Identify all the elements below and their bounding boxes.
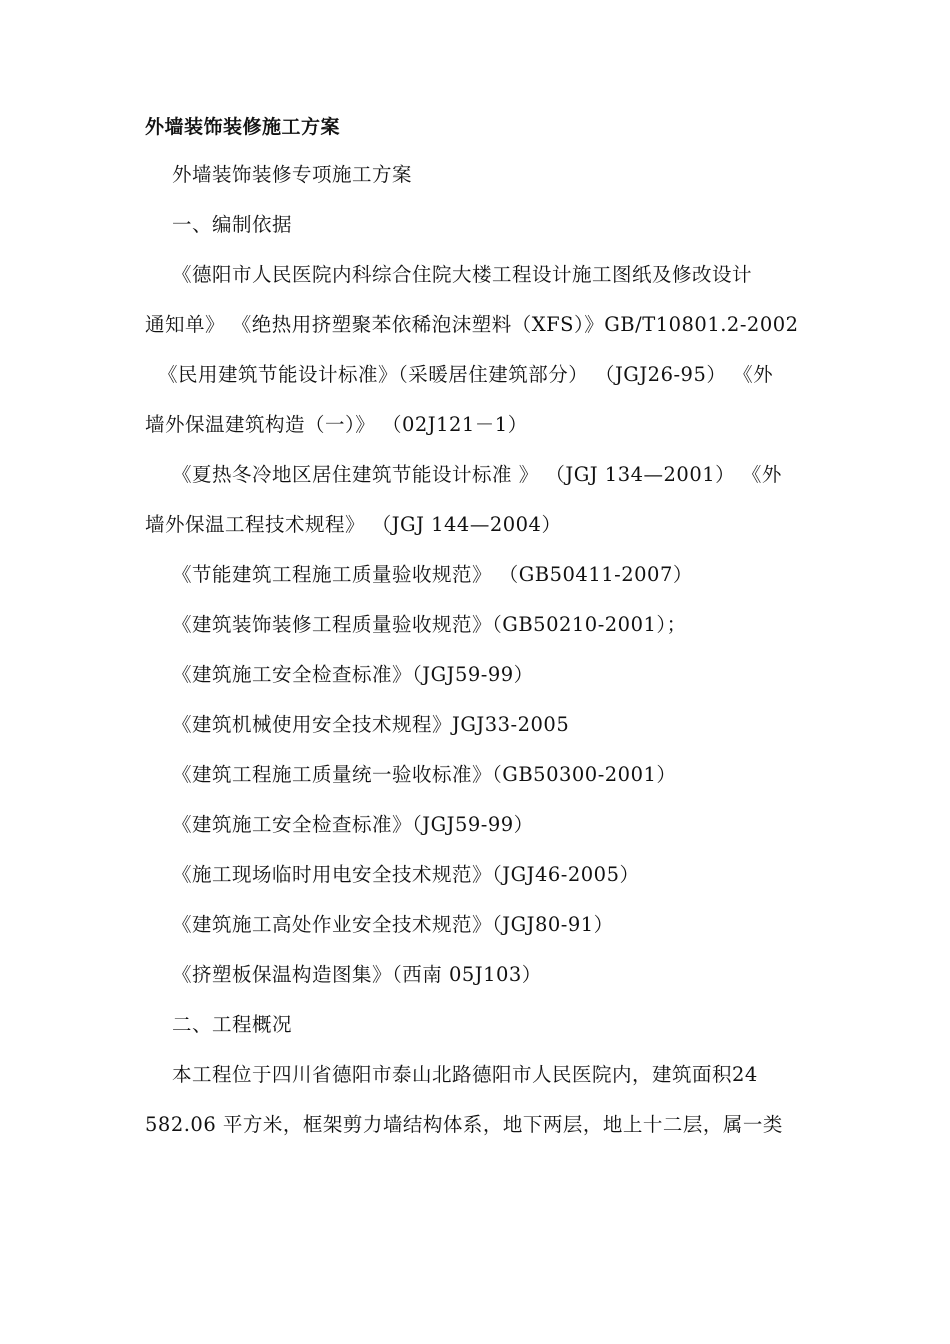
basis-line: 墙外保温工程技术规程》 （JGJ 144—2004） xyxy=(145,513,562,536)
basis-line: 《民用建筑节能设计标准》（采暖居住建筑部分） （JGJ26-95） 《外 xyxy=(158,363,774,386)
basis-line: 《建筑施工安全检查标准》（JGJ59-99） xyxy=(172,813,534,836)
basis-line: 通知单》 《绝热用挤塑聚苯依稀泡沫塑料（XFS）》GB/T10801.2-2002 xyxy=(145,313,799,336)
basis-line: 《施工现场临时用电安全技术规范》（JGJ46-2005） xyxy=(172,863,640,886)
basis-line: 《挤塑板保温构造图集》（西南 05J103） xyxy=(172,963,542,986)
overview-line: 582.06 平方米，框架剪力墙结构体系，地下两层，地上十二层，属一类 xyxy=(145,1113,783,1136)
section-heading-basis: 一、编制依据 xyxy=(172,213,293,236)
basis-line: 《建筑机械使用安全技术规程》JGJ33-2005 xyxy=(172,713,570,736)
document-subtitle: 外墙装饰装修专项施工方案 xyxy=(172,163,413,186)
overview-line: 本工程位于四川省德阳市泰山北路德阳市人民医院内，建筑面积24 xyxy=(172,1063,758,1086)
basis-line: 《夏热冬冷地区居住建筑节能设计标准 》 （JGJ 134—2001） 《外 xyxy=(172,463,782,486)
basis-line: 《建筑工程施工质量统一验收标准》（GB50300-2001） xyxy=(172,763,677,786)
basis-line: 《节能建筑工程施工质量验收规范》 （GB50411-2007） xyxy=(172,563,693,586)
basis-line: 《建筑装饰装修工程质量验收规范》（GB50210-2001）； xyxy=(172,613,687,636)
basis-line: 《建筑施工安全检查标准》（JGJ59-99） xyxy=(172,663,534,686)
document-title: 外墙装饰装修施工方案 xyxy=(145,116,341,138)
basis-line: 《建筑施工高处作业安全技术规范》（JGJ80-91） xyxy=(172,913,614,936)
basis-line: 墙外保温建筑构造（一）》 （02J121－1） xyxy=(145,413,528,436)
basis-line: 《德阳市人民医院内科综合住院大楼工程设计施工图纸及修改设计 xyxy=(172,263,753,286)
section-heading-overview: 二、工程概况 xyxy=(172,1013,293,1036)
